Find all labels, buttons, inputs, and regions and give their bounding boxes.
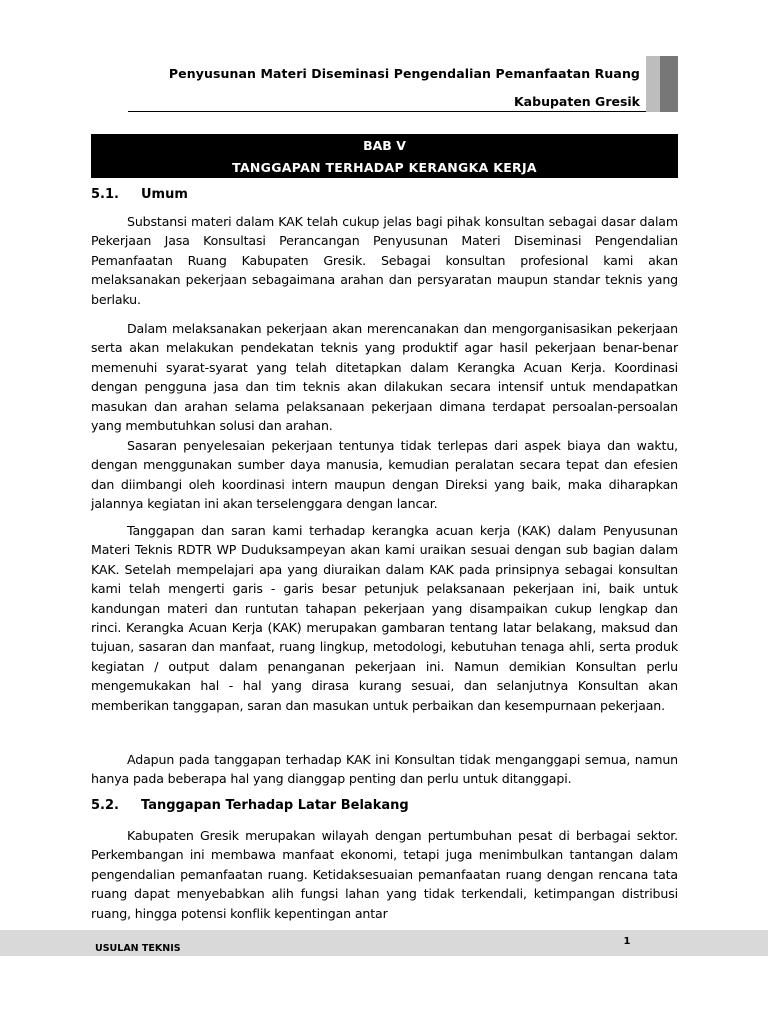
document-header-subtitle: Kabupaten Gresik (514, 94, 640, 109)
header-decor-bar-dark (660, 56, 678, 112)
paragraph: Adapun pada tanggapan terhadap KAK ini Konsultan tidak menganggapi semua, namun hanya pada beberapa hal yang dianggap penting dan perlu untuk ditanggapi. (91, 752, 678, 787)
section-number: 5.2. (91, 798, 119, 813)
paragraph: Kabupaten Gresik merupakan wilayah dengan pertumbuhan pesat di berbagai sektor. Perkembangan ini membawa manfaat ekonomi, tetapi juga menimbulkan tantangan dalam pengendalian pemanfaatan ruang. Ketidaksesuaian pemanfaatan ruang dengan rencana tata ruang dapat menyebabkan alih fungsi lahan yang tidak terkendali, ketimpangan distribusi ruang, hingga potensi konflik kepentingan antar (91, 828, 678, 921)
document-header-title: Penyusunan Materi Diseminasi Pengendalian Pemanfaatan Ruang (168, 66, 640, 81)
paragraph: Dalam melaksanakan pekerjaan akan merencanakan dan mengorganisasikan pekerjaan serta akan melakukan pendekatan teknis yang produktif agar hasil pekerjaan benar-benar memenuhi syarat-syarat yang telah ditetapkan dalam Kerangka Acuan Kerja. Koordinasi dengan pengguna jasa dan tim teknis akan dilakukan secara intensif untuk mendapatkan masukan dan arahan selama pelaksanaan pekerjaan dimana terdapat persoalan-persoalan yang membutuhkan solusi dan arahan. (91, 321, 678, 434)
section-title: Umum (141, 187, 188, 202)
footer-label: USULAN TEKNIS (95, 943, 181, 954)
page-number: 1 (623, 936, 631, 947)
section-title: Tanggapan Terhadap Latar Belakang (141, 798, 409, 813)
header-decor-bar-light (646, 56, 660, 112)
paragraph: Tanggapan dan saran kami terhadap kerangka acuan kerja (KAK) dalam Penyusunan Materi Teknis RDTR WP Duduksampeyan akan kami uraikan sesuai dengan sub bagian dalam KAK. Setelah mempelajari apa yang diuraikan dalam KAK pada prinsipnya sebagai konsultan kami telah mengerti garis - garis besar petunjuk pelaksanaan pekerjaan ini, baik untuk kandungan materi dan runtutan tahapan pekerjaan yang disampaikan cukup lengkap dan rinci. Kerangka Acuan Kerja (KAK) merupakan gambaran tentang latar belakang, maksud dan tujuan, sasaran dan manfaat, ruang lingkup, metodologi, kebutuhan tenaga ahli, serta produk kegiatan / output dalam penanganan pekerjaan ini. Namun demikian Konsultan perlu mengemukakan hal - hal yang dirasa kurang sesuai, dan selanjutnya Konsultan akan memberikan tanggapan, saran dan masukan untuk perbaikan dan kesempurnaan pekerjaan. (91, 523, 678, 713)
chapter-banner (91, 134, 678, 178)
section-heading-latar-belakang (91, 798, 409, 813)
paragraph: Substansi materi dalam KAK telah cukup jelas bagi pihak konsultan sebagai dasar dalam Pekerjaan Jasa Konsultasi Perancangan Penyusunan Materi Diseminasi Pengendalian Pemanfaatan Ruang Kabupaten Gresik. Sebagai konsultan profesional kami akan melaksanakan pekerjaan sebagaimana arahan dan persyaratan maupun standar teknis yang berlaku. (91, 214, 678, 307)
paragraph: Sasaran penyelesaian pekerjaan tentunya tidak terlepas dari aspek biaya dan waktu, dengan menggunakan sumber daya manusia, kemudian peralatan secara tepat dan efesien dan diimbangi oleh koordinasi intern maupun dengan Direksi yang baik, maka diharapkan jalannya kegiatan ini akan terselenggara dengan lancar. (91, 438, 678, 512)
section-number: 5.1. (91, 187, 119, 202)
chapter-title: TANGGAPAN TERHADAP KERANGKA KERJA (232, 160, 537, 175)
section-heading-umum (91, 187, 188, 202)
chapter-number: BAB V (363, 138, 406, 153)
header-divider (128, 111, 646, 112)
